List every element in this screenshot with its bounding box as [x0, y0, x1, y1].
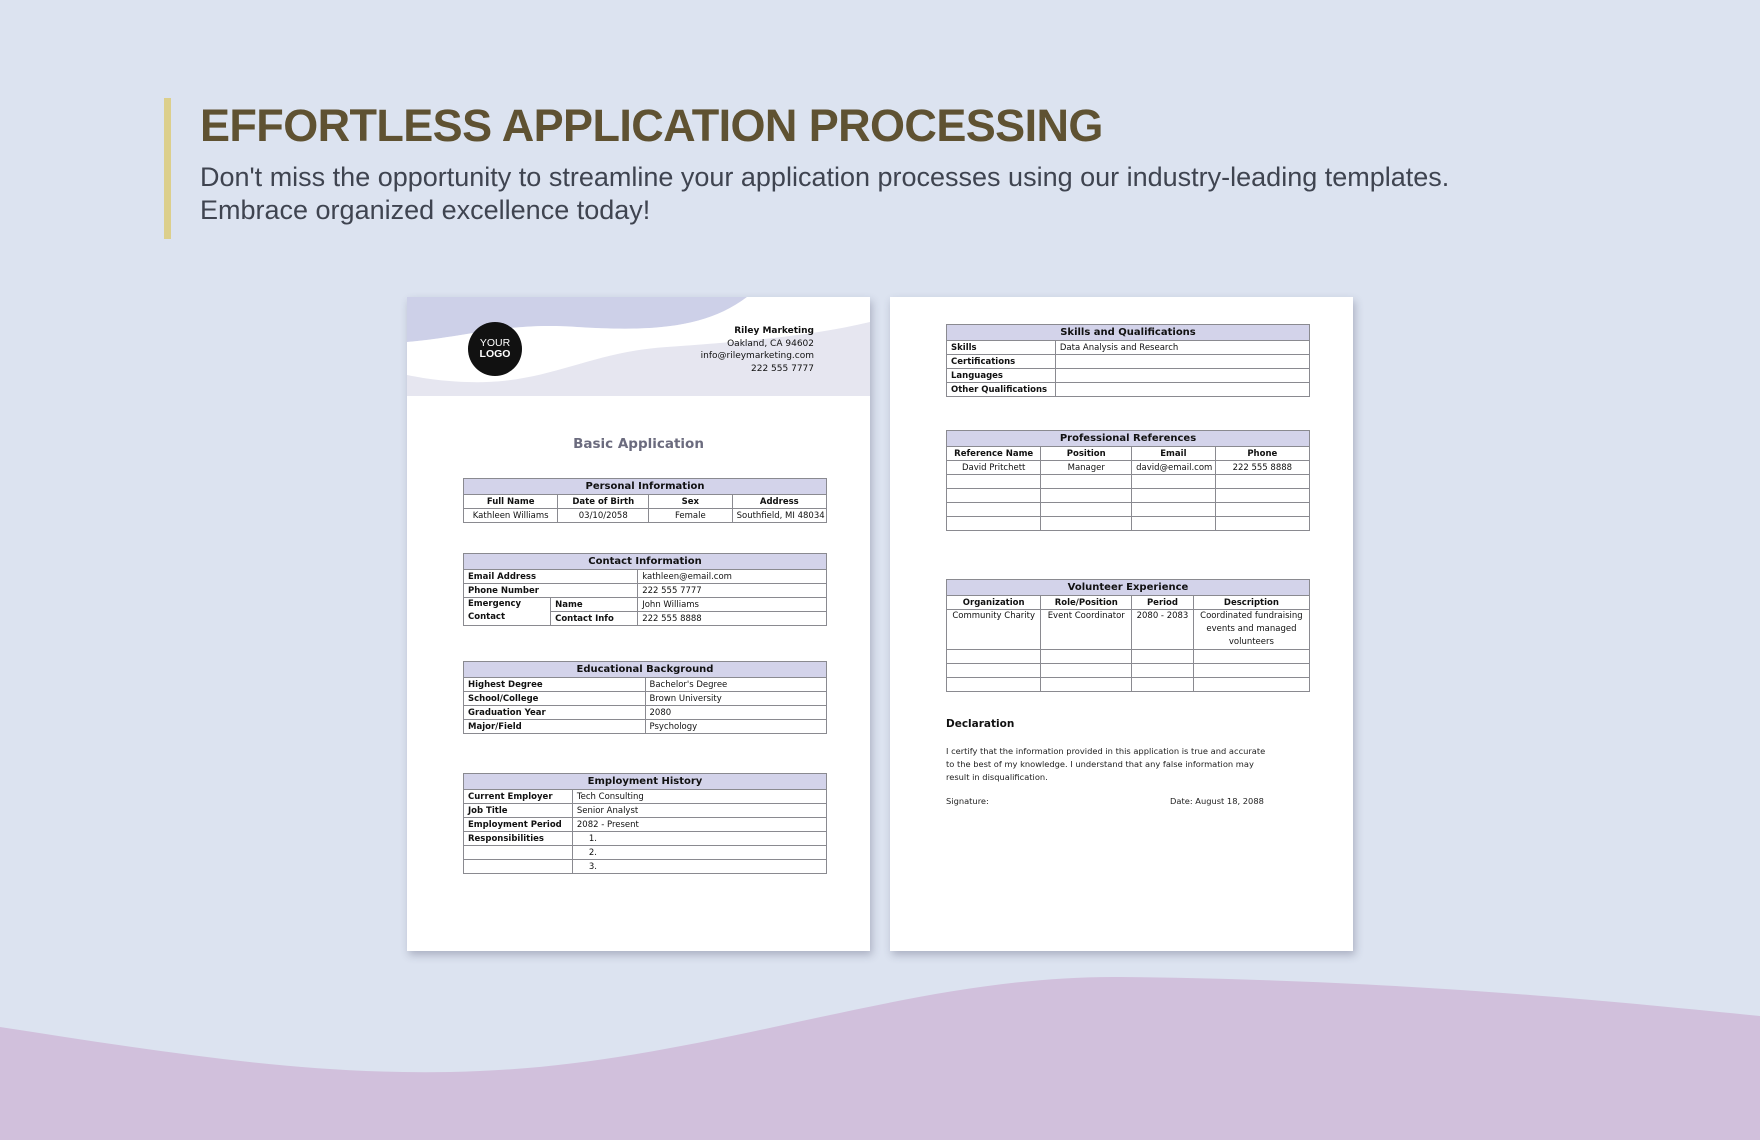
field-label: Phone Number [464, 584, 638, 598]
column-header: Description [1193, 596, 1309, 610]
table-cell-empty [1132, 503, 1215, 517]
table-title-row [464, 662, 827, 678]
document-title: Basic Application [573, 436, 704, 452]
field-label: Job Title [464, 804, 573, 818]
column-header: Reference Name [947, 447, 1041, 461]
column-header: Position [1041, 447, 1132, 461]
table-cell: david@email.com [1132, 461, 1215, 475]
table-cell-empty [1041, 650, 1132, 664]
field-value: Bachelor's Degree [645, 678, 827, 692]
company-name: Riley Marketing [734, 326, 814, 336]
table-cell-empty [947, 475, 1041, 489]
logo-line-1: YOUR [479, 337, 511, 349]
educational-background-table [463, 661, 827, 734]
column-header: Period [1132, 596, 1194, 610]
accent-bar [164, 98, 171, 239]
field-label [464, 860, 573, 874]
company-phone: 222 555 7777 [751, 363, 814, 374]
table-header-row [947, 596, 1310, 610]
column-header: Address [732, 495, 826, 509]
field-label: Languages [947, 369, 1056, 383]
field-value [1055, 383, 1309, 397]
table-cell-empty [1215, 503, 1309, 517]
field-value [1055, 369, 1309, 383]
field-value: 3. [572, 860, 826, 874]
table-cell: 222 555 8888 [1215, 461, 1309, 475]
table-row [464, 804, 827, 818]
table-cell-empty [1041, 678, 1132, 692]
table-cell-empty [1041, 664, 1132, 678]
table-row [464, 509, 827, 523]
table-row-empty [947, 678, 1310, 692]
table-title: Employment History [464, 774, 827, 790]
company-logo [468, 322, 522, 376]
field-label: Responsibilities [464, 832, 573, 846]
table-title: Volunteer Experience [947, 580, 1310, 596]
table-title-row [464, 774, 827, 790]
table-cell-empty [1193, 678, 1309, 692]
table-cell-empty [947, 503, 1041, 517]
table-cell-empty [1193, 664, 1309, 678]
table-cell: 03/10/2058 [558, 509, 649, 523]
table-row-empty [947, 503, 1310, 517]
table-row-empty [947, 517, 1310, 531]
table-cell-empty [1215, 489, 1309, 503]
table-cell-empty [947, 664, 1041, 678]
logo-line-2: LOGO [479, 348, 511, 360]
table-title-row [947, 580, 1310, 596]
column-header: Organization [947, 596, 1041, 610]
field-label: Major/Field [464, 720, 646, 734]
field-label: Certifications [947, 355, 1056, 369]
column-header: Email [1132, 447, 1215, 461]
field-label: Current Employer [464, 790, 573, 804]
field-value: 1. [572, 832, 826, 846]
table-row [464, 692, 827, 706]
volunteer-experience-table [946, 579, 1310, 692]
field-value: 222 555 8888 [638, 612, 827, 626]
field-label: Other Qualifications [947, 383, 1056, 397]
declaration-date: Date: August 18, 2088 [1170, 796, 1264, 806]
table-cell: Community Charity [947, 610, 1041, 650]
table-row [947, 383, 1310, 397]
table-row-empty [947, 489, 1310, 503]
column-header: Full Name [464, 495, 558, 509]
table-cell-empty [1215, 475, 1309, 489]
table-row [947, 355, 1310, 369]
declaration-heading: Declaration [946, 718, 1015, 730]
skills-qualifications-table [946, 324, 1310, 397]
hero-subtitle-line-2: Embrace organized excellence today! [200, 195, 651, 225]
field-label: Name [551, 598, 638, 612]
company-address: Oakland, CA 94602 [727, 338, 814, 349]
table-row [947, 369, 1310, 383]
hero-subtitle [200, 161, 1449, 227]
employment-history-table [463, 773, 827, 874]
table-row [947, 610, 1310, 650]
table-cell: 2080 - 2083 [1132, 610, 1194, 650]
table-cell-empty [1193, 650, 1309, 664]
table-cell-empty [1215, 517, 1309, 531]
field-value: 2082 - Present [572, 818, 826, 832]
column-header: Role/Position [1041, 596, 1132, 610]
field-label: Highest Degree [464, 678, 646, 692]
table-cell-empty [1132, 678, 1194, 692]
table-cell-empty [1041, 489, 1132, 503]
table-cell-empty [1041, 517, 1132, 531]
column-header: Sex [649, 495, 732, 509]
field-label [464, 846, 573, 860]
document-page-2 [890, 297, 1353, 951]
field-value: Tech Consulting [572, 790, 826, 804]
table-header-row [947, 447, 1310, 461]
table-cell: Manager [1041, 461, 1132, 475]
table-row [947, 461, 1310, 475]
table-cell-empty [1132, 664, 1194, 678]
professional-references-table [946, 430, 1310, 531]
table-title-row [947, 431, 1310, 447]
field-value [1055, 355, 1309, 369]
table-row-empty [947, 475, 1310, 489]
field-value: Data Analysis and Research [1055, 341, 1309, 355]
hero-title: EFFORTLESS APPLICATION PROCESSING [200, 100, 1103, 151]
field-label: Emergency Contact [464, 598, 551, 626]
signature-label: Signature: [946, 796, 989, 806]
table-cell-empty [947, 489, 1041, 503]
declaration-text: I certify that the information provided in this application is true and accurate to the best of my knowledge. I understand that any false information may result in disqualification. [946, 746, 1266, 782]
table-row [464, 860, 827, 874]
personal-information-table [463, 478, 827, 523]
table-cell-empty [1041, 503, 1132, 517]
table-cell-empty [947, 678, 1041, 692]
hero-subtitle-line-1: Don't miss the opportunity to streamline your application processes using our industry-leading templates. [200, 162, 1450, 192]
column-header: Date of Birth [558, 495, 649, 509]
column-header: Phone [1215, 447, 1309, 461]
table-row [947, 341, 1310, 355]
field-label: Contact Info [551, 612, 638, 626]
table-cell-empty [947, 650, 1041, 664]
field-label: School/College [464, 692, 646, 706]
field-value: 2080 [645, 706, 827, 720]
table-row [464, 720, 827, 734]
table-cell: David Pritchett [947, 461, 1041, 475]
table-title: Personal Information [464, 479, 827, 495]
table-cell: Female [649, 509, 732, 523]
table-title-row [464, 479, 827, 495]
field-value: Brown University [645, 692, 827, 706]
field-label: Employment Period [464, 818, 573, 832]
table-row [464, 790, 827, 804]
table-row [464, 832, 827, 846]
table-row [464, 678, 827, 692]
table-cell-empty [1132, 650, 1194, 664]
table-title-row [947, 325, 1310, 341]
table-cell: Southfield, MI 48034 [732, 509, 826, 523]
table-row [464, 818, 827, 832]
field-label: Graduation Year [464, 706, 646, 720]
table-cell-empty [1132, 517, 1215, 531]
contact-information-table [463, 553, 827, 626]
table-title: Professional References [947, 431, 1310, 447]
table-cell-empty [1041, 475, 1132, 489]
field-value: 2. [572, 846, 826, 860]
table-title: Contact Information [464, 554, 827, 570]
table-row-empty [947, 650, 1310, 664]
table-cell-empty [1132, 475, 1215, 489]
field-value: kathleen@email.com [638, 570, 827, 584]
company-email: info@rileymarketing.com [700, 351, 814, 361]
table-row [464, 846, 827, 860]
document-page-1 [407, 297, 870, 951]
table-cell: Kathleen Williams [464, 509, 558, 523]
field-value: Senior Analyst [572, 804, 826, 818]
field-label: Email Address [464, 570, 638, 584]
table-cell: Coordinated fundraising events and managed volunteers [1193, 610, 1309, 650]
table-cell: Event Coordinator [1041, 610, 1132, 650]
table-row-empty [947, 664, 1310, 678]
table-row [464, 706, 827, 720]
table-cell-empty [1132, 489, 1215, 503]
field-label: Skills [947, 341, 1056, 355]
field-value: 222 555 7777 [638, 584, 827, 598]
field-value: John Williams [638, 598, 827, 612]
company-info [701, 325, 814, 375]
table-title: Skills and Qualifications [947, 325, 1310, 341]
field-value: Psychology [645, 720, 827, 734]
table-title: Educational Background [464, 662, 827, 678]
table-header-row [464, 495, 827, 509]
table-cell-empty [947, 517, 1041, 531]
